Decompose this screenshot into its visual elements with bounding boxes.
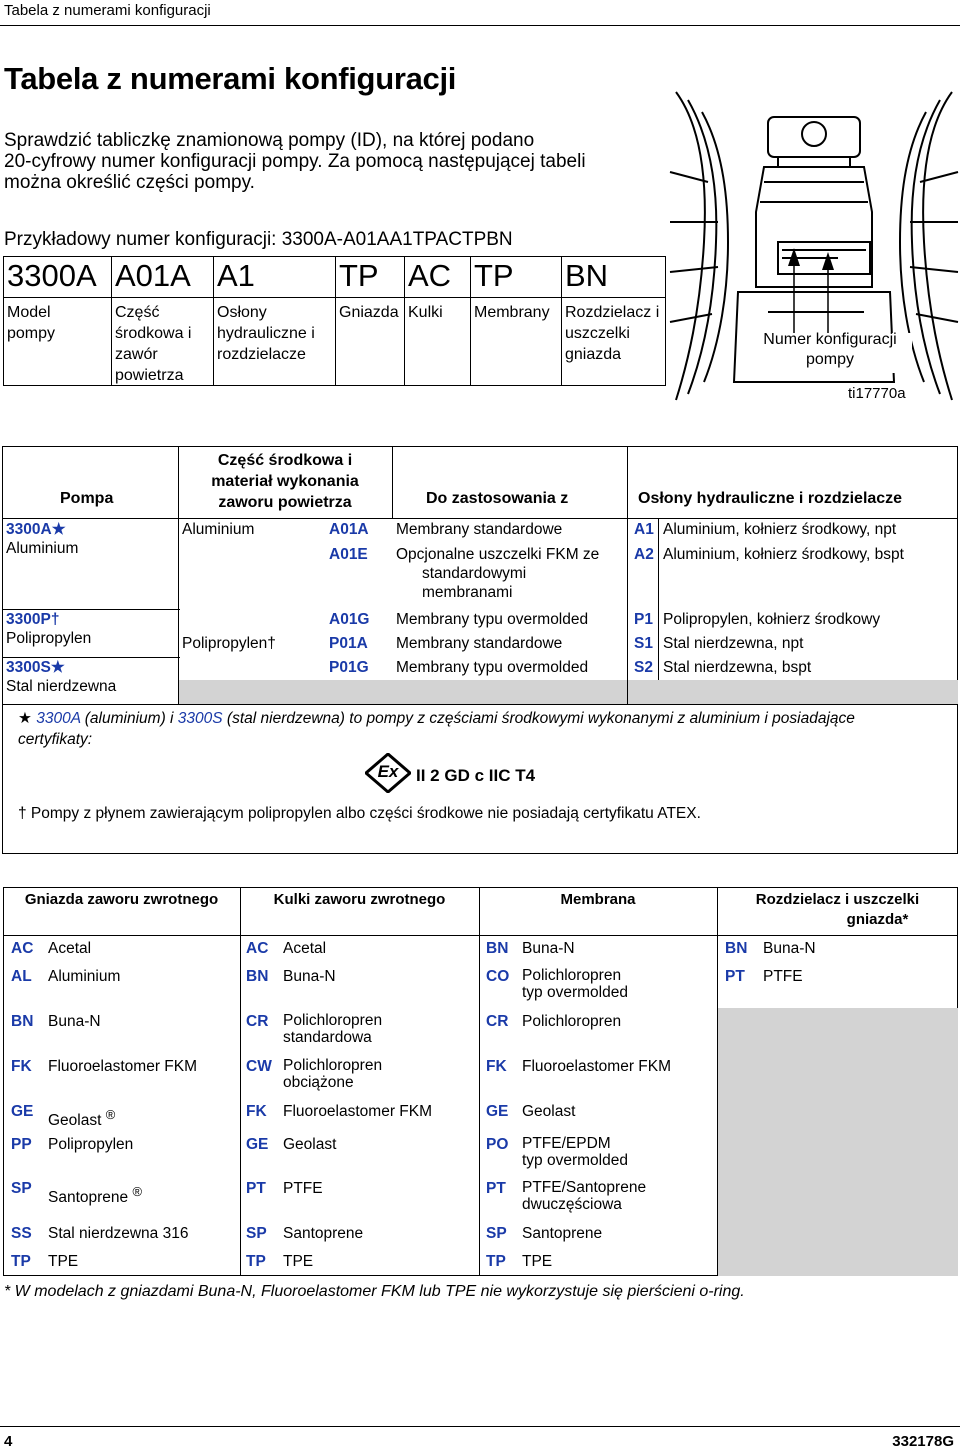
example-code-diaphragms: TP bbox=[474, 258, 514, 293]
manifold-code: BN bbox=[725, 940, 748, 957]
seat-code: SP bbox=[11, 1180, 32, 1197]
th-diaphragm: Membrana bbox=[560, 891, 636, 908]
example-code-covers: A1 bbox=[217, 258, 255, 293]
seat-code: AL bbox=[11, 968, 32, 985]
seat-label: Geolast ® bbox=[48, 1107, 116, 1130]
cover-4: Stal nierdzewna, bspt bbox=[663, 659, 812, 676]
seat-label: Polipropylen bbox=[48, 1136, 134, 1153]
ball-label: TPE bbox=[283, 1253, 314, 1270]
table-footnote: * W modelach z gniazdami Buna-N, Fluoroelastomer FKM lub TPE nie wykorzystuje się pierścieni o-ring. bbox=[4, 1283, 745, 1300]
center-code-a01a: A01A bbox=[329, 521, 369, 538]
ball-label: Polichloropren standardowa bbox=[283, 1012, 383, 1046]
th-center-section: Część środkowa i materiał wykonania zaworu powietrza bbox=[211, 452, 359, 511]
ball-code: FK bbox=[246, 1103, 267, 1120]
diaphragm-code: CR bbox=[486, 1013, 509, 1030]
figure-id: ti17770a bbox=[848, 385, 906, 402]
seat-code: AC bbox=[11, 940, 34, 957]
center-material-polypropylene: Polipropylen† bbox=[182, 635, 276, 652]
cover-code-p1: P1 bbox=[634, 611, 653, 628]
ball-label: PTFE bbox=[283, 1180, 323, 1197]
example-desc-diaphragms: Membrany bbox=[474, 304, 550, 321]
use-2: Membrany typu overmolded bbox=[396, 611, 589, 628]
note-star: ★ 3300A (aluminium) i 3300S (stal nierdzewna) to pompy z częściami środkowymi wykonanymi z aluminium i posiadające certyfikaty: bbox=[18, 710, 855, 748]
th-seats: Gniazda zaworu zwrotnego bbox=[24, 891, 219, 908]
seat-label: Stal nierdzewna 316 bbox=[48, 1225, 189, 1242]
seat-label: Aluminium bbox=[48, 968, 121, 985]
page-title: Tabela z numerami konfiguracji bbox=[4, 61, 457, 96]
pump-3300s: 3300S★ Stal nierdzewna bbox=[6, 659, 117, 695]
cover-2: Polipropylen, kołnierz środkowy bbox=[663, 611, 881, 628]
pump-3300a: 3300A★ Aluminium bbox=[6, 521, 79, 557]
use-0: Membrany standardowe bbox=[396, 521, 563, 538]
cover-code-s2: S2 bbox=[634, 659, 653, 676]
cover-code-s1: S1 bbox=[634, 635, 653, 652]
th-balls: Kulki zaworu zwrotnego bbox=[273, 891, 446, 908]
example-code-balls: AC bbox=[408, 258, 452, 293]
diaphragm-label: PTFE/Santoprene dwuczęściowa bbox=[522, 1179, 647, 1213]
center-material-aluminium: Aluminium bbox=[182, 521, 255, 538]
th-covers: Osłony hydrauliczne i rozdzielacze bbox=[638, 490, 903, 507]
seat-label: Buna-N bbox=[48, 1013, 101, 1030]
diaphragm-label: TPE bbox=[522, 1253, 553, 1270]
seat-code: SS bbox=[11, 1225, 32, 1242]
use-4: Membrany typu overmolded bbox=[396, 659, 589, 676]
seat-code: GE bbox=[11, 1103, 34, 1120]
manifold-label: Buna-N bbox=[763, 940, 816, 957]
center-code-a01e: A01E bbox=[329, 546, 368, 563]
diaphragm-code: PO bbox=[486, 1136, 509, 1153]
seat-label: TPE bbox=[48, 1253, 79, 1270]
footer-rule bbox=[0, 1426, 960, 1427]
th-use-with: Do zastosowania z bbox=[426, 490, 569, 507]
seat-label: Acetal bbox=[48, 940, 92, 957]
ball-code: GE bbox=[246, 1136, 269, 1153]
example-desc-center: Część środkowa i zawór powietrza bbox=[115, 304, 192, 384]
use-1: Opcjonalne uszczelki FKM ze standardowymi membranami bbox=[396, 546, 600, 601]
ball-label: Polichloropren obciążone bbox=[283, 1057, 383, 1091]
example-label: Przykładowy numer konfiguracji: 3300A-A01AA1TPACTPBN bbox=[4, 229, 513, 250]
center-code-p01g: P01G bbox=[329, 659, 369, 676]
diaphragm-label: Santoprene bbox=[522, 1225, 603, 1242]
header-rule bbox=[0, 25, 960, 26]
cover-3: Stal nierdzewna, npt bbox=[663, 635, 804, 652]
ex-atex-logo: Ex bbox=[365, 753, 411, 793]
seat-code: TP bbox=[11, 1253, 31, 1270]
example-desc-manifold: Rozdzielacz i uszczelki gniazda bbox=[565, 304, 660, 363]
example-desc-seats: Gniazda bbox=[339, 304, 399, 321]
ball-label: Geolast bbox=[283, 1136, 337, 1153]
center-code-p01a: P01A bbox=[329, 635, 368, 652]
manifold-code: PT bbox=[725, 968, 745, 985]
ball-code: TP bbox=[246, 1253, 266, 1270]
example-code-manifold: BN bbox=[565, 258, 609, 293]
diaphragm-code: SP bbox=[486, 1225, 507, 1242]
cover-code-a2: A2 bbox=[634, 546, 654, 563]
pump-3300p: 3300P† Polipropylen bbox=[6, 611, 92, 647]
diaphragm-code: CO bbox=[486, 968, 510, 985]
figure-callout: Numer konfiguracji pompy bbox=[763, 331, 897, 368]
diaphragm-label: Buna-N bbox=[522, 940, 575, 957]
diaphragm-label: PTFE/EPDM typ overmolded bbox=[522, 1135, 628, 1169]
diaphragm-code: FK bbox=[486, 1058, 507, 1075]
atex-marking: II 2 GD c IIC T4 bbox=[416, 766, 536, 785]
diaphragm-code: BN bbox=[486, 940, 509, 957]
ball-code: CW bbox=[246, 1058, 272, 1075]
ball-code: CR bbox=[246, 1013, 269, 1030]
seat-label: Santoprene ® bbox=[48, 1184, 142, 1207]
ball-code: SP bbox=[246, 1225, 267, 1242]
center-code-a01g: A01G bbox=[329, 611, 370, 628]
example-code-center: A01A bbox=[115, 258, 191, 293]
ball-label: Fluoroelastomer FKM bbox=[283, 1103, 433, 1120]
diaphragm-label: Polichloropren bbox=[522, 1013, 622, 1030]
page-number: 4 bbox=[4, 1433, 13, 1450]
diaphragm-label: Fluoroelastomer FKM bbox=[522, 1058, 672, 1075]
example-desc-model: Model pompy bbox=[7, 304, 56, 342]
th-pump: Pompa bbox=[60, 490, 114, 507]
diaphragm-code: GE bbox=[486, 1103, 509, 1120]
example-desc-covers: Osłony hydrauliczne i rozdzielacze bbox=[217, 304, 315, 363]
use-3: Membrany standardowe bbox=[396, 635, 563, 652]
seat-code: BN bbox=[11, 1013, 34, 1030]
diaphragm-label: Polichloropren typ overmolded bbox=[522, 967, 628, 1001]
example-desc-balls: Kulki bbox=[408, 304, 443, 321]
ball-label: Buna-N bbox=[283, 968, 336, 985]
doc-number: 332178G bbox=[892, 1433, 954, 1450]
seat-label: Fluoroelastomer FKM bbox=[48, 1058, 198, 1075]
cover-code-a1: A1 bbox=[634, 521, 654, 538]
ball-code: PT bbox=[246, 1180, 266, 1197]
seat-code: PP bbox=[11, 1136, 32, 1153]
diaphragm-label: Geolast bbox=[522, 1103, 576, 1120]
cover-0: Aluminium, kołnierz środkowy, npt bbox=[663, 521, 897, 538]
th-manifold: Rozdzielacz i uszczelki gniazda* bbox=[755, 891, 920, 928]
ball-code: BN bbox=[246, 968, 269, 985]
diaphragm-code: PT bbox=[486, 1180, 506, 1197]
cover-1: Aluminium, kołnierz środkowy, bspt bbox=[663, 546, 904, 563]
example-code-model: 3300A bbox=[7, 258, 97, 293]
running-title: Tabela z numerami konfiguracji bbox=[4, 2, 211, 19]
manifold-label: PTFE bbox=[763, 968, 803, 985]
ball-label: Acetal bbox=[283, 940, 327, 957]
example-code-seats: TP bbox=[339, 258, 379, 293]
seat-code: FK bbox=[11, 1058, 32, 1075]
diaphragm-code: TP bbox=[486, 1253, 506, 1270]
ball-code: AC bbox=[246, 940, 269, 957]
note-dagger: † Pompy z płynem zawierającym polipropylen albo części środkowe nie posiadają certyfikatu ATEX. bbox=[18, 805, 701, 822]
ball-label: Santoprene bbox=[283, 1225, 364, 1242]
intro-text: Sprawdzić tabliczkę znamionową pompy (ID), na której podano 20-cyfrowy numer konfiguracji pompy. Za pomocą następującej tabeli można określić części pompy. bbox=[4, 130, 586, 193]
